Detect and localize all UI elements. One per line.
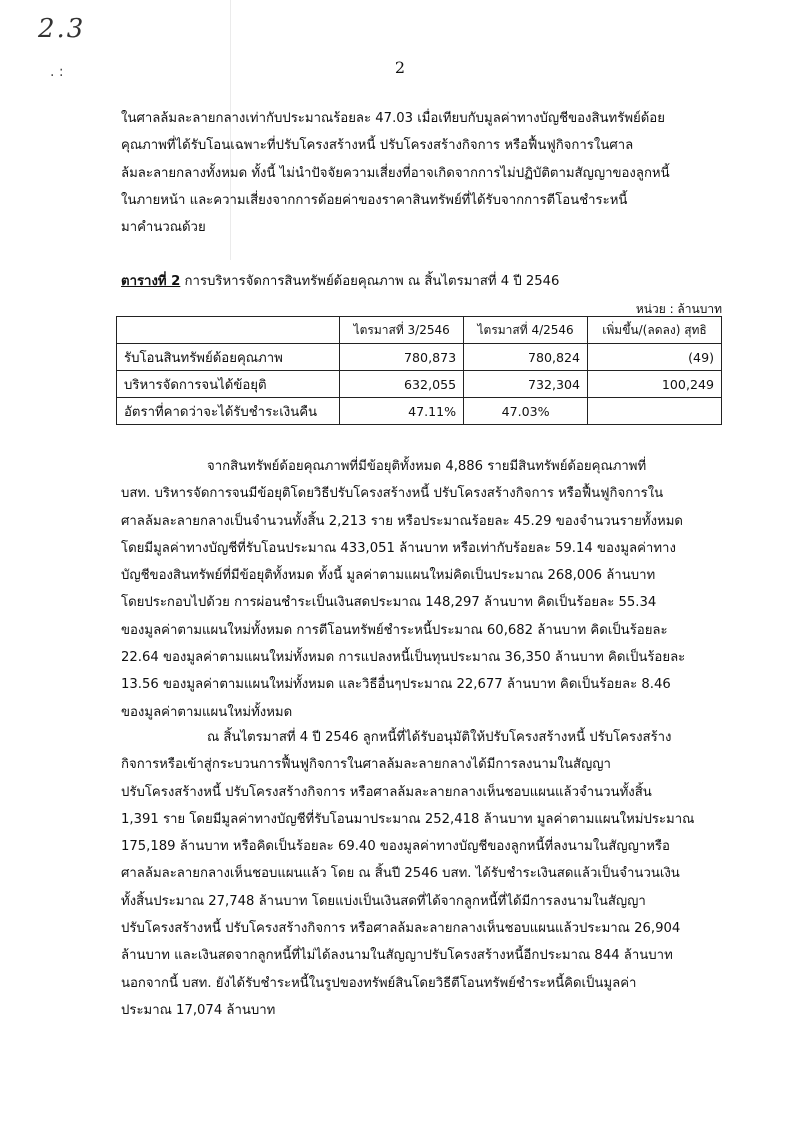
row-label: อัตราที่คาดว่าจะได้รับชำระเงินคืน [117,398,340,425]
cell-q3: 780,873 [340,344,464,371]
handwritten-margin-note: 2.3 [38,14,86,44]
paragraph-3-line: ประมาณ 17,074 ล้านบาท [121,1002,276,1018]
paragraph-1-line: คุณภาพที่ได้รับโอนเฉพาะที่ปรับโครงสร้างหนี้ ปรับโครงสร้างกิจการ หรือฟื้นฟูกิจการในศาล [121,138,634,154]
paragraph-2-line: 22.64 ของมูลค่าตามแผนใหม่ทั้งหมด การแปลงหนี้เป็นทุนประมาณ 36,350 ล้านบาท คิดเป็นร้อยละ [121,650,686,666]
cell-q4: 732,304 [464,371,588,398]
paragraph-3-line: กิจการหรือเข้าสู่กระบวนการฟื้นฟูกิจการในศาลล้มละลายกลางได้มีการลงนามในสัญญา [121,757,611,773]
header-change: เพิ่มขึ้น/(ลดลง) สุทธิ [588,317,722,344]
table-row [117,344,722,371]
paragraph-3-line: นอกจากนี้ บสท. ยังได้รับชำระหนี้ในรูปของทรัพย์สินโดยวิธีตีโอนทรัพย์ชำระหนี้คิดเป็นมูลค่า [121,975,637,991]
paragraph-1-line: ในศาลล้มละลายกลางเท่ากับประมาณร้อยละ 47.03 เมื่อเทียบกับมูลค่าทางบัญชีของสินทรัพย์ด้อย [121,111,665,126]
paragraph-3-line: ศาลล้มละลายกลางเห็นชอบแผนแล้ว โดย ณ สิ้นปี 2546 บสท. ได้รับชำระเงินสดแล้วเป็นจำนวนเงิน [121,866,680,882]
header-q3: ไตรมาสที่ 3/2546 [340,317,464,344]
cell-q3: 632,055 [340,371,464,398]
paragraph-2-line: ของมูลค่าตามแผนใหม่ทั้งหมด [121,704,293,720]
paragraph-3-line: ณ สิ้นไตรมาสที่ 4 ปี 2546 ลูกหนี้ที่ได้รับอนุมัติให้ปรับโครงสร้างหนี้ ปรับโครงสร้าง [207,730,672,745]
paragraph-3-line: ล้านบาท และเงินสดจากลูกหนี้ที่ไม่ได้ลงนามในสัญญาปรับโครงสร้างหนี้อีกประมาณ 844 ล้านบาท [121,948,673,964]
margin-dots: . : [50,64,64,80]
paragraph-3 [121,724,721,1024]
paragraph-2-line: โดยมีมูลค่าทางบัญชีที่รับโอนประมาณ 433,051 ล้านบาท หรือเท่ากับร้อยละ 59.14 ของมูลค่าทาง [121,540,676,556]
paragraph-2-line: ของมูลค่าตามแผนใหม่ทั้งหมด การตีโอนทรัพย์ชำระหนี้ประมาณ 60,682 ล้านบาท คิดเป็นร้อยละ [121,622,668,638]
page-number: 2 [394,58,406,77]
table-unit-note: หน่วย : ล้านบาท [635,302,722,316]
cell-q4: 47.03% [464,398,588,425]
paragraph-2-line: จากสินทรัพย์ด้อยคุณภาพที่มีข้อยุติทั้งหมด 4,886 รายมีสินทรัพย์ด้อยคุณภาพที่ [207,459,647,474]
table-header-row [117,317,722,344]
table-row [117,398,722,425]
cell-q4: 780,824 [464,344,588,371]
paragraph-1-line: ในภายหน้า และความเสี่ยงจากการด้อยค่าของราคาสินทรัพย์ที่ได้รับจากการตีโอนชำระหนี้ [121,192,628,208]
cell-change: 100,249 [588,371,722,398]
paragraph-3-line: ปรับโครงสร้างหนี้ ปรับโครงสร้างกิจการ หรือศาลล้มละลายกลางเห็นชอบแผนแล้วประมาณ 26,904 [121,921,681,937]
paragraph-1 [121,105,721,241]
cell-q3: 47.11% [340,398,464,425]
header-blank [117,317,340,344]
paragraph-3-line: 1,391 ราย โดยมีมูลค่าทางบัญชีที่รับโอนมาประมาณ 252,418 ล้านบาท มูลค่าตามแผนใหม่ประมาณ [121,811,695,827]
paragraph-2-line: โดยประกอบไปด้วย การผ่อนชำระเป็นเงินสดประมาณ 148,297 ล้านบาท คิดเป็นร้อยละ 55.34 [121,595,657,611]
table-row [117,371,722,398]
asset-management-table [116,316,722,425]
cell-change [588,398,722,425]
paragraph-2-line: 13.56 ของมูลค่าตามแผนใหม่ทั้งหมด และวิธีอื่นๆประมาณ 22,677 ล้านบาท คิดเป็นร้อยละ 8.46 [121,677,671,693]
table-caption-text: การบริหารจัดการสินทรัพย์ด้อยคุณภาพ ณ สิ้นไตรมาสที่ 4 ปี 2546 [180,274,560,289]
paragraph-2 [121,453,721,726]
paragraph-1-line: ล้มละลายกลางทั้งหมด ทั้งนี้ ไม่นำปัจจัยความเสี่ยงที่อาจเกิดจากการไม่ปฏิบัติตามสัญญาของลูกหนี้ [121,165,670,181]
paragraph-3-line: ปรับโครงสร้างหนี้ ปรับโครงสร้างกิจการ หรือศาลล้มละลายกลางเห็นชอบแผนแล้วจำนวนทั้งสิ้น [121,784,652,800]
paragraph-3-line: 175,189 ล้านบาท หรือคิดเป็นร้อยละ 69.40 ของมูลค่าทางบัญชีของลูกหนี้ที่ลงนามในสัญญาหรือ [121,839,670,855]
table-caption [121,270,559,291]
row-label: บริหารจัดการจนได้ข้อยุติ [117,371,340,398]
paragraph-2-line: บัญชีของสินทรัพย์ที่มีข้อยุติทั้งหมด ทั้งนี้ มูลค่าตามแผนใหม่คิดเป็นประมาณ 268,006 ล้านบาท [121,568,656,584]
paragraph-2-line: บสท. บริหารจัดการจนมีข้อยุติโดยวิธีปรับโครงสร้างหนี้ ปรับโครงสร้างกิจการ หรือฟื้นฟูกิจการใน [121,486,664,502]
cell-change: (49) [588,344,722,371]
row-label: รับโอนสินทรัพย์ด้อยคุณภาพ [117,344,340,371]
table-caption-label: ตารางที่ 2 [121,274,181,289]
header-q4: ไตรมาสที่ 4/2546 [464,317,588,344]
paragraph-1-line: มาคำนวณด้วย [121,220,206,236]
paragraph-3-line: ทั้งสิ้นประมาณ 27,748 ล้านบาท โดยแบ่งเป็นเงินสดที่ได้จากลูกหนี้ที่ได้มีการลงนามในสัญญา [121,893,646,909]
paragraph-2-line: ศาลล้มละลายกลางเป็นจำนวนทั้งสิ้น 2,213 ราย หรือประมาณร้อยละ 45.29 ของจำนวนรายทั้งหมด [121,513,683,529]
